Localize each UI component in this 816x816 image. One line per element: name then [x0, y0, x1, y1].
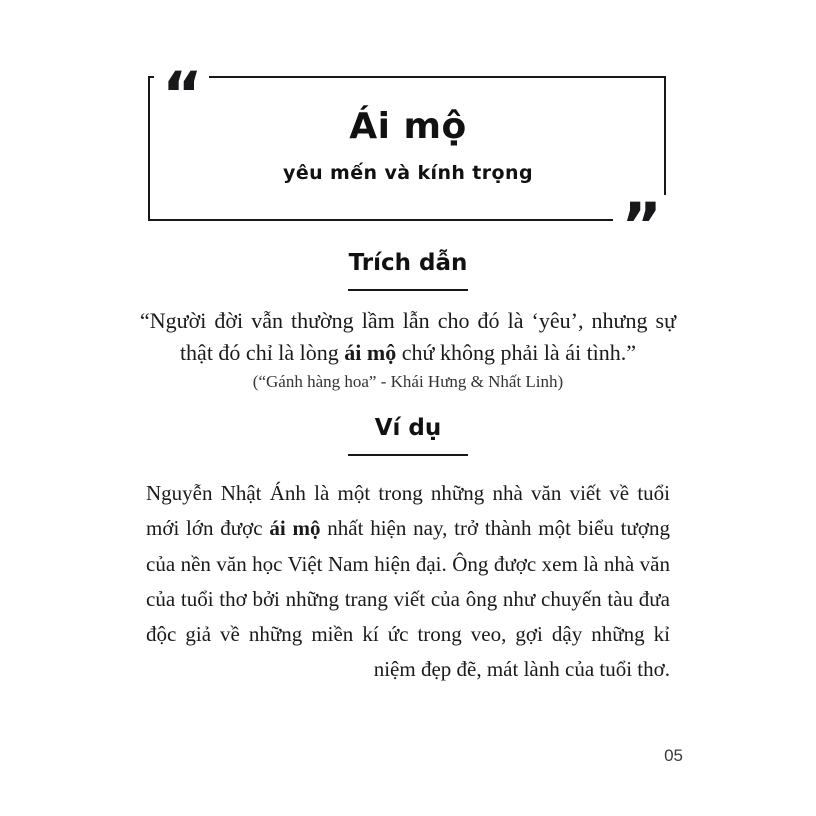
section-divider — [348, 289, 468, 291]
example-highlight-term: ái mộ — [269, 516, 321, 541]
section-heading-quote-label: Trích dẫn — [348, 250, 468, 276]
page-number: 05 — [664, 746, 683, 765]
section-heading-quote — [148, 250, 668, 291]
quote-highlight-term: ái mộ — [344, 339, 397, 365]
section-heading-example-label: Ví dụ — [374, 415, 442, 441]
quotation-mark-close-icon: ” — [613, 195, 668, 257]
quote-text — [140, 305, 676, 369]
quote-source: (“Gánh hàng hoa” - Khái Hưng & Nhất Linh) — [252, 372, 564, 391]
header-border-box — [148, 76, 666, 221]
example-text-before: Nguyễn Nhật Ánh là một trong những nhà văn viết về tuổi mới lớn được — [146, 481, 670, 541]
word-definition: yêu mến và kính trọng — [283, 162, 533, 184]
example-text-after: nhất hiện nay, trở thành một biểu tượng của nền văn học Việt Nam hiện đại. Ông được xem là nhà văn của tuổi thơ bởi những trang viết của ông như chuyến tàu đưa độc giả về những miền kí ức trong veo, gợi dậy những kỉ niệm đẹp đẽ, mát lành của tuổi thơ. — [146, 516, 670, 682]
word-header-card — [148, 58, 668, 262]
quote-text-before: “Người đời vẫn thường lầm lẫn cho đó là ‘yêu’, nhưng sự thật đó chỉ là lòng — [140, 308, 676, 365]
example-text — [146, 476, 670, 688]
quote-text-after: chứ không phải là ái tình.” — [396, 339, 637, 365]
page-title: Ái mộ — [349, 106, 467, 147]
quotation-mark-open-icon: “ — [154, 64, 209, 126]
section-divider — [348, 454, 468, 456]
section-heading-example — [148, 415, 668, 456]
